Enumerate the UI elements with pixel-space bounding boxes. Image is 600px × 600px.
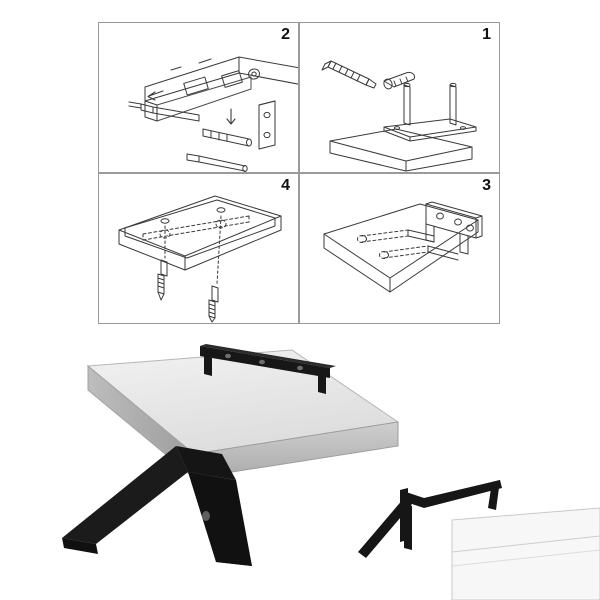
rod-pair <box>408 230 458 260</box>
wall-bracket-bar <box>426 202 482 254</box>
shelf-board <box>88 350 398 478</box>
panel-step-3 <box>299 173 500 324</box>
panel-grid <box>98 22 500 324</box>
panel-number-3: 3 <box>482 177 491 194</box>
screw <box>322 61 376 88</box>
shelf-board <box>324 204 478 292</box>
shelf-board <box>119 196 281 270</box>
wall-anchor-screw <box>187 154 247 172</box>
foreground-bracket <box>62 446 252 566</box>
panel-step-2 <box>98 22 299 173</box>
screw-holes <box>161 208 225 223</box>
rod-middle <box>203 129 252 146</box>
internal-holes <box>358 230 429 259</box>
hero-illustration <box>0 330 600 600</box>
set-screw-left <box>158 260 167 300</box>
set-screw-right <box>209 286 218 322</box>
panel-number-4: 4 <box>281 177 290 194</box>
alignment-lines <box>165 216 221 284</box>
shelf-corner <box>452 508 600 600</box>
mounting-plate <box>384 119 476 141</box>
panel-number-2: 2 <box>281 26 290 43</box>
panel-step-4 <box>98 173 299 324</box>
mounting-plate <box>259 101 275 149</box>
panel-step-1 <box>299 22 500 173</box>
wall-bracket-bar <box>145 57 299 121</box>
panel-number-1: 1 <box>482 26 491 43</box>
